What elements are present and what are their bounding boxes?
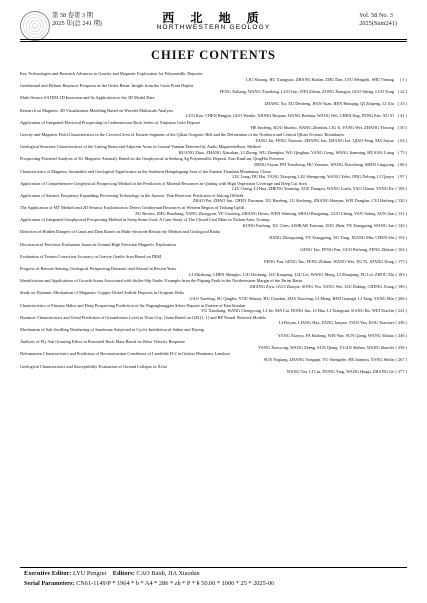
- serial-parameters-value: CN61-1149/P * 1964 * b * A4 * 286 * zh * P * ¥ 50.00 * 1000 * 25 * 2025-06: [76, 580, 275, 587]
- entry-authors: ZHAO Fei, ZHAO Jun, CHEN Xiaoman, XU Hanfeng, LU Kecheng, ZHANG Huayun, WEI Donglan, CUI Haifeng: [192, 198, 394, 204]
- entry-authors-line: [20, 113, 407, 120]
- journal-header: [0, 0, 427, 34]
- entry-page: ( 277 ): [395, 369, 407, 375]
- contents-entry[interactable]: [20, 71, 407, 83]
- entry-authors-line: [20, 247, 407, 254]
- entry-authors: LIU Cheng, LI Hua, ZHENG Yunsong, XUE Dongxu, WANG Luzhi, YAO Chuan, YANG Ke: [232, 186, 394, 192]
- entry-authors: HUANG Zhao, ZHANG Xiaoshan, LI Zhong, WU Zhenghui, WU Qinghua, YANG Gong, WANG Jianming, HUANG Liang: [178, 149, 394, 155]
- contents-entry[interactable]: [20, 205, 407, 217]
- entry-page: ( 120 ): [395, 198, 407, 204]
- entry-authors-line: [20, 235, 407, 242]
- contents-entry[interactable]: [20, 364, 407, 376]
- entry-authors-line: [20, 174, 407, 181]
- entry-title: Identification and Applications of Growth Strata Associated with Strike-Slip Faults: Example from the Piqiang Fault in the Northwestern Margin of the Tarim Basin: [20, 278, 303, 284]
- contents-entry[interactable]: [20, 229, 407, 241]
- entry-page: ( 50 ): [397, 125, 407, 131]
- entry-page: ( 1 ): [399, 76, 407, 82]
- contents-entry[interactable]: [20, 315, 407, 327]
- contents-entry[interactable]: [20, 83, 407, 95]
- entry-title: Mechanism of Salt Swelling Weathering of Sandstone Subjected to Cyclic Imbibition of Saline and Drying: [20, 326, 204, 332]
- entry-authors: LIU Long, DU Hai, TANG Xiaoping, LIU Shengrong, WANG Yalei, JING Delong, LI Qunyu: [232, 174, 394, 180]
- entry-authors-line: [20, 296, 407, 303]
- entry-authors: WANG Tao, LI Lin, DONG Ying, WANG Huagi, ZHANG Ge: [286, 369, 394, 375]
- entry-title: Application of Integrated Electrical Prospecting in Carbonaceous Rock Series of Xinjiamu Gold Deposit: [20, 119, 200, 125]
- contents-entry[interactable]: [20, 290, 407, 302]
- entry-page: ( 131 ): [395, 210, 407, 216]
- entry-title: Evaluation of Terrain Correction Accuracy in Gravity Gentle Area Based on DEM: [20, 253, 162, 259]
- entry-title: Dynamic Characteristics and Trend Prediction of Groundwater Level in Xi'an City, China Based on GM (1, 1) and BP Neural Network Models: [20, 314, 266, 320]
- entry-authors: GENG Tao, FENG Fan, GUO Peihong, FENG Zhikun: [300, 247, 394, 253]
- entry-title: Characteristics of Magnetic Anomalies and Geological Significance in the Southern Hongshigang Area of the Eastern Tianshan Mountains, China: [20, 168, 271, 174]
- contents-entry[interactable]: [20, 351, 407, 363]
- entry-authors: LI Zhizhong, CHEN Shengbo, LIU Dechang, LIU Kuopeng, LIU Lei, WANG Meng, LI Zhuqiang, FU Lei, ZHOU Zhi: [189, 271, 394, 277]
- header-rule-bottom: [20, 41, 407, 42]
- contents-entry[interactable]: [20, 193, 407, 205]
- entry-page: ( 143 ): [395, 222, 407, 228]
- entry-page: ( 246 ): [395, 332, 407, 338]
- entry-authors-line: [20, 320, 407, 327]
- entry-page: ( 86 ): [397, 161, 407, 167]
- entry-page: ( 97 ): [397, 174, 407, 180]
- contents-entry[interactable]: [20, 303, 407, 315]
- entry-title: Geothermal and Helium Resource Prospects in the Ordos Basin: Insight from the Curie Point Depths: [20, 83, 194, 89]
- entry-title: Geological Characteristics and Susceptibility Evaluation of Ground Collapse in Xi'an: [20, 363, 167, 369]
- entry-authors: ZHANG Ziyu, GUO Zhaojie, SONG Yin, YANG Wei, LIU Dabing, CHENG Xiang: [249, 283, 394, 289]
- entry-authors: YANG Xiaoyong, WANG Zheng, SUN Qiang, YUAN Shihao, WANG Shaofei: [258, 344, 394, 350]
- entry-title: Discussion of Precision Evaluation Issues in Ground High Precision Magnetic Exploration: [20, 241, 176, 247]
- entry-authors: LIU Shuang, HU Xiangyun, ZHANG Baifan, ZHU Dan, LYU Mengzhi, SHU Yiming: [246, 76, 394, 82]
- contents-entry[interactable]: [20, 95, 407, 107]
- year-total-en: 2025(Sum241): [359, 20, 397, 27]
- entry-page: ( 236 ): [395, 320, 407, 326]
- entry-page: ( 154 ): [395, 235, 407, 241]
- entry-authors: KONG Fanlong, XU Chen, AISIKAR Tuerxun, ZOU Zhen, YE Xiangpeng, WANG Jun: [242, 222, 394, 228]
- volume-info-en: [359, 12, 397, 28]
- contents-entry[interactable]: [20, 132, 407, 144]
- entry-authors: GAO Xuefeng, SU Qinglin, YOU Minxia, HU Chaobin, ZHA Xiaofeng, LI Meng, REN Guangli, LI Tang, YANG Min: [189, 295, 394, 301]
- entry-authors: YANG Jin, FENG Xiaoxue, ZHANG Jun, ZHANG Lei, QIAO Peng, MA Jiayao: [255, 137, 394, 143]
- year-total-cn: 2025 年(总 241 期): [52, 20, 102, 27]
- entry-authors: LI Peiyan, LIANG Hao, YANG Junyan, TIAN Yan, KOU Xiaomei: [278, 320, 394, 326]
- entry-page: ( 22 ): [397, 88, 407, 94]
- entry-title: Prospecting Potential Analysis of 3G Magnetic Anomaly Based on the Geophysical in Seeking Ag Polymetallic Deposit, East KunLun, QingHai Province: [20, 156, 285, 162]
- entry-authors-line: [20, 369, 407, 376]
- entry-page: ( 41 ): [397, 113, 407, 119]
- entry-title: Gravity and Magnetic Field Characteristics in the Covered Area of Eastern Segment of the Qilian Orogenic Belt and the Delineation of the Northern and Central Qilian Tectonic Boundaries: [20, 131, 345, 137]
- entry-title: Key Technologies and Research Advances in Gravity and Magnetic Exploration for Polymetallic Deposits: [20, 71, 203, 76]
- entry-title: Analysis of Fly Ash Grouting Effect in Fractured Rock Mass Based on Wave Velocity Response: [20, 339, 186, 345]
- entry-authors: FENG Xuliang, WANG Xiaodong, LUO Jiao, WEI Zekun, ZONG Xiangyu, GUO Sheng, LUO Tong: [219, 88, 394, 94]
- entry-page: ( 206 ): [395, 295, 407, 301]
- contents-entry[interactable]: [20, 144, 407, 156]
- entry-authors: JIANG Zhongxiang, YE Xiangpeng, XU Yang, XIANG Min, CHEN Shi: [269, 235, 394, 241]
- entry-authors-line: [20, 77, 407, 84]
- entry-title: Research on Magnetic 3D Visualization Modeling Based on Wavelet Multiscale Analysis: [20, 107, 174, 113]
- header-rule-top: [20, 39, 407, 40]
- entry-page: ( 258 ): [395, 344, 407, 350]
- contents-entry[interactable]: [20, 254, 407, 266]
- volume-number-cn: 第 58 卷第 3 期: [52, 12, 93, 19]
- journal-title-en: NORTHWESTERN GEOLOGY: [156, 24, 271, 31]
- executive-editor-label: Executive Editor:: [24, 570, 72, 577]
- contents-entry[interactable]: [20, 327, 407, 339]
- entry-authors: FENG Fan, GENG Tao, FENG Zhikun, WANG Wei, XU Yi, XIANG Dong: [264, 259, 394, 265]
- entry-page: ( 108 ): [395, 186, 407, 192]
- entry-page: ( 33 ): [397, 100, 407, 106]
- entry-page: ( 75 ): [397, 149, 407, 155]
- entry-authors-line: [20, 198, 407, 205]
- entry-authors-line: [20, 89, 407, 96]
- entry-authors-line: [20, 150, 407, 157]
- entry-authors-line: [20, 101, 407, 108]
- entry-authors-line: [20, 125, 407, 132]
- editors-value: CAO Baidi, JIA Xiaodan: [136, 570, 200, 577]
- entry-title: Study on Dynamic Mechanism of Magmatic Copper-Nickel Sulfide Deposits in Orogenic Belts: [20, 290, 185, 296]
- serial-parameters-label: Serial Parameters:: [24, 580, 75, 587]
- contents-entry[interactable]: [20, 108, 407, 120]
- entry-authors-line: [20, 284, 407, 291]
- contents-title: CHIEF CONTENTS: [150, 48, 277, 62]
- editorial-footer: [20, 567, 407, 589]
- entry-authors: XU Bowen, ZHU Huailiang, YANG Zhongyan, YE Guofeng, ZHANG Dexiu, WEN Shiming, SHAO Baoguang, GUO Cheng, YAN Jiahuq, SUN Jian: [135, 210, 394, 216]
- entry-title: Multi-Source SATEM-1D Inversion and Its Application to the 3D Model Data: [20, 95, 155, 101]
- entry-authors: LUO Kao, CHEN Bingjin, GUO Wenbo, XIONG Boquan, WANG Benhua, WANG Wei, CHEN Jing, FENG Fan, XU Yi: [185, 113, 394, 119]
- editor-line: [20, 569, 407, 579]
- entry-authors: HE Junfeng, KOU Shaobo, WANG Zhenbin, LIU Ji, YANG Wei, ZHANG Yixiong: [250, 125, 394, 131]
- entry-authors-line: [20, 345, 407, 352]
- journal-title-cn: 西 北 地 质: [162, 11, 265, 25]
- contents-entry[interactable]: [20, 266, 407, 278]
- entry-authors: YU Xiaoliang, WANG Chengcong, LI Jie, MA Cai, DONG Jun, LI Hua, LI Xiangxun, KANG Bo, WEI Xiaolin: [201, 308, 394, 314]
- serial-line: [20, 579, 407, 589]
- entry-page: ( 196 ): [395, 283, 407, 289]
- entry-page: ( 221 ): [395, 308, 407, 314]
- entry-authors-line: [20, 162, 407, 169]
- volume-number-en: Vol. 58 No. 3: [359, 12, 393, 19]
- entry-page: ( 183 ): [395, 271, 407, 277]
- entry-title: Application of Seismic Frequency Expanding Processing Technology in the Jurassic Thin Reservoir Prediction of Jiulong Oilfield: [20, 192, 244, 198]
- entry-title: Detection of Hidden Dangers of Canal and Dam Based on Multi-electrode Resistivity Method and Geological Radar: [20, 229, 221, 235]
- entry-title: Deformation Characteristics and Prediction of Reconstruction Conditions of Landslide H-2 in Genluo Mountain, Lanzhou: [20, 351, 230, 357]
- contents-entry[interactable]: [20, 278, 407, 290]
- contents-entry[interactable]: [20, 169, 407, 181]
- contents-entry[interactable]: [20, 242, 407, 254]
- entry-authors-line: [20, 357, 407, 364]
- entry-authors-line: [20, 259, 407, 266]
- entry-title: Progress of Remote Sensing Geological Prospecting Domestic and Abroad in Recent Years: [20, 266, 177, 271]
- executive-editor-value: LYU Pengrui: [72, 570, 107, 577]
- entry-authors: ZHANG Xu, XU Desheng, HAN Yuan, REN Hanqing, QI Zhipeng, LI Xiu: [264, 100, 394, 106]
- entry-page: ( 63 ): [397, 137, 407, 143]
- entry-authors-line: [20, 333, 407, 340]
- contents-list: [20, 71, 407, 376]
- entry-authors-line: [20, 272, 407, 279]
- contents-entry[interactable]: [20, 156, 407, 168]
- entry-title: Geological Structure Characteristics of the Lufeng Basin and Adjacent Areas in Central Yunnan Detected by Audio Magnetotelluric Method: [20, 144, 261, 150]
- entry-authors-line: [20, 186, 407, 193]
- entry-authors: SUN Puqiang, ZHANG Yongqin, YU Shengzhe, HE Jiamyin, YANG Shilin: [263, 356, 394, 362]
- entry-page: ( 267 ): [395, 356, 407, 362]
- contents-entry[interactable]: [20, 181, 407, 193]
- entry-authors-line: [20, 211, 407, 218]
- entry-authors-line: [20, 138, 407, 145]
- entry-authors-line: [20, 308, 407, 315]
- contents-entry[interactable]: [20, 339, 407, 351]
- editors-label: Editors:: [112, 570, 135, 577]
- entry-page: ( 175 ): [395, 259, 407, 265]
- entry-authors: DENG Fayan, PEI Youzhong, HU Yanxiao, WANG Xiaocheng, SHEN Lingyong: [254, 161, 394, 167]
- entry-page: ( 162 ): [395, 247, 407, 253]
- entry-title: Characteristics of Primary Halos and Deep Prospecting Prediction of the Nagengkanggiet Silver Deposit in Eastern of East Kunlun: [20, 302, 246, 308]
- entry-authors-line: [20, 223, 407, 230]
- contents-entry[interactable]: [20, 217, 407, 229]
- entry-title: Application of Integrated Geophysical Prospecting Method in Steep Seam Goaf: A Case Study of The Closed Coal Mine in Xishan Area, Urumqi: [20, 217, 270, 223]
- entry-title: The Application of MT Method and 2D Seismic Exploration to Detect Geothermal Resources in Western Region of Taikang Uplift: [20, 205, 245, 211]
- contents-entry[interactable]: [20, 120, 407, 132]
- entry-title: Application of Comprehensive Geophysical Prospecting Method in the Prediction of Mineral Resources in Qinling with High Vegetation Coverage and Deep Cut Area: [20, 180, 307, 186]
- entry-authors: YANG Xiaoyu, FA Hailong, WEI Yun, SUN Qiang, WANG Yubiao: [277, 332, 394, 338]
